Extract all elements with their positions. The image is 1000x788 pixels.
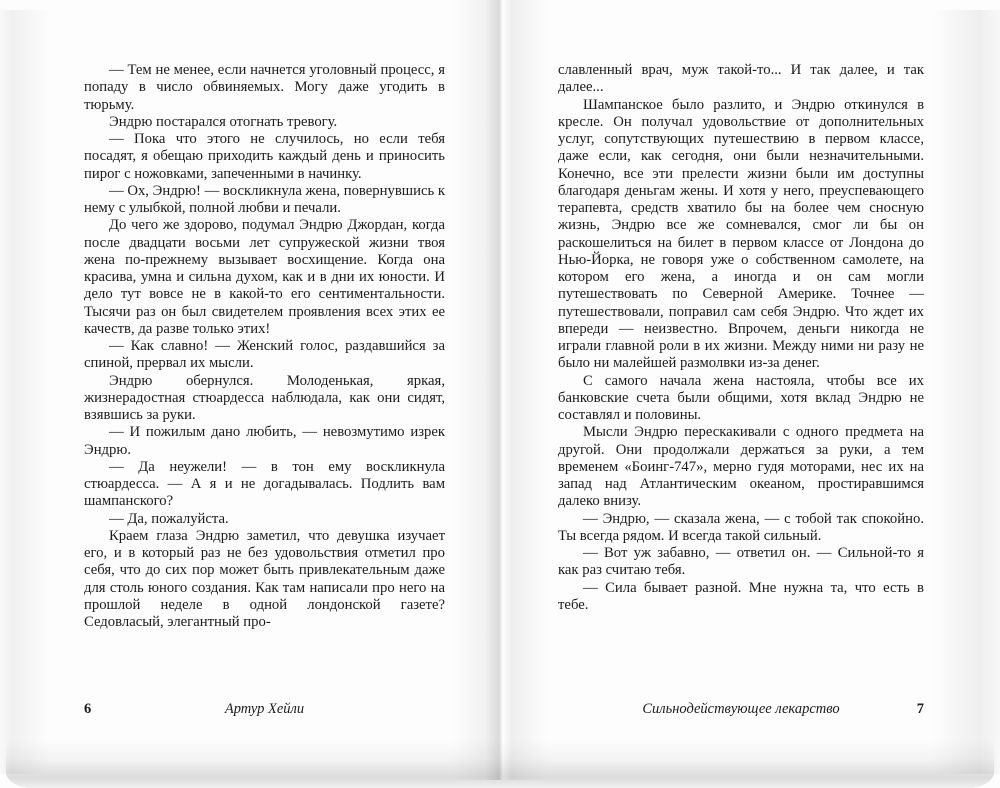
paragraph: — Сила бывает разной. Мне нужна та, что есть в тебе. bbox=[558, 579, 924, 613]
page-right-footer bbox=[558, 701, 924, 721]
page-left-text bbox=[84, 62, 445, 631]
paragraph: Краем глаза Эндрю заметил, что девушка изучает его, и в который раз не без удовольствия отметил про себя, что до сих пор может быть привлекательным даже для столь юного создания. Как там написали про него на прошлой неделе в одной лондонской газете? Седовласый, элегантный про- bbox=[84, 527, 445, 630]
page-right-text bbox=[558, 62, 924, 614]
running-title-author: Артур Хейли bbox=[224, 701, 305, 717]
paragraph: Мысли Эндрю перескакивали с одного предмета на другой. Они продолжали держаться за руки, а тем временем «Боинг-747», мерно гудя моторами, нес их на запад над Атлантическим океаном, простиравшимся далеко внизу. bbox=[558, 424, 924, 510]
paragraph: С самого начала жена настояла, чтобы все их банковские счета были общими, хотя вклад Эндрю не составлял и половины. bbox=[558, 372, 924, 423]
paragraph-continuation: славленный врач, муж такой-то... И так далее, и так далее... bbox=[558, 62, 924, 96]
paragraph: — Ох, Эндрю! — воскликнула жена, повернувшись к нему с улыбкой, полной любви и печали. bbox=[84, 182, 445, 216]
paragraph: Шампанское было разлито, и Эндрю откинулся в кресле. Он получал удовольствие от дополнительных услуг, сопутствующих путешествию в первом классе, даже если, как сегодня, они были незначительными. Конечно, все эти прелести жизни были им доступны благодаря деньгам жены. И хотя у него, преуспевающего терапевта, средств хватило бы на более чем сносную жизнь, Эндрю все же сомневался, смог ли бы он раскошелиться на билет в первом классе от Лондона до Нью-Йорка, не говоря уже о собственном самолете, на котором его жена, а иногда и он сам могли путешествовать по Северной Америке. Точнее — путешествовали, поправил сам себя Эндрю. Что ждет их впереди — неизвестно. Впрочем, деньги никогда не играли главной роли в их жизни. Между ними ни разу не было ни малейшей размолвки из-за денег. bbox=[558, 96, 924, 372]
paragraph: — Да неужели! — в тон ему воскликнула стюардесса. — А я и не догадывалась. Подлить вам шампанского? bbox=[84, 458, 445, 510]
page-number-left: 6 bbox=[84, 701, 92, 717]
paragraph: — Да, пожалуйста. bbox=[109, 510, 229, 527]
paragraph: — Вот уж забавно, — ответил он. — Сильной-то я как раз считаю тебя. bbox=[558, 545, 924, 579]
paragraph: — Как славно! — Женский голос, раздавшийся за спиной, прервал их мысли. bbox=[84, 338, 445, 372]
page-left-footer bbox=[84, 701, 445, 721]
running-title-book: Сильнодействующее лекарство bbox=[642, 701, 840, 717]
paragraph: — Эндрю, — сказала жена, — с тобой так спокойно. Ты всегда рядом. И всегда такой сильный. bbox=[558, 510, 924, 544]
paragraph: — Тем не менее, если начнется уголовный процесс, я попаду в число обвиняемых. Могу даже угодить в тюрьму. bbox=[84, 62, 445, 113]
page-right bbox=[500, 0, 1000, 788]
paragraph: Эндрю постарался отогнать тревогу. bbox=[109, 113, 338, 130]
paragraph: До чего же здорово, подумал Эндрю Джордан, когда после двадцати восьми лет супружеской жизни твоя жена по-прежнему вызывает восхищение. Когда она красива, умна и сильна духом, как и в дни их юности. И дело тут вовсе не в какой-то его сентиментальности. Тысячи раз он был свидетелем проявления всех этих ее качеств, да разве только этих! bbox=[84, 217, 445, 337]
page-number-right: 7 bbox=[916, 701, 924, 717]
paragraph: Эндрю обернулся. Молоденькая, яркая, жизнерадостная стюардесса наблюдала, как они сидят, взявшись за руки. bbox=[84, 372, 445, 423]
paragraph: — И пожилым дано любить, — невозмутимо изрек Эндрю. bbox=[84, 424, 445, 458]
paragraph: — Пока что этого не случилось, но если тебя посадят, я обещаю приходить каждый день и приносить пирог с ножовками, запеченными в начинку. bbox=[84, 131, 445, 182]
